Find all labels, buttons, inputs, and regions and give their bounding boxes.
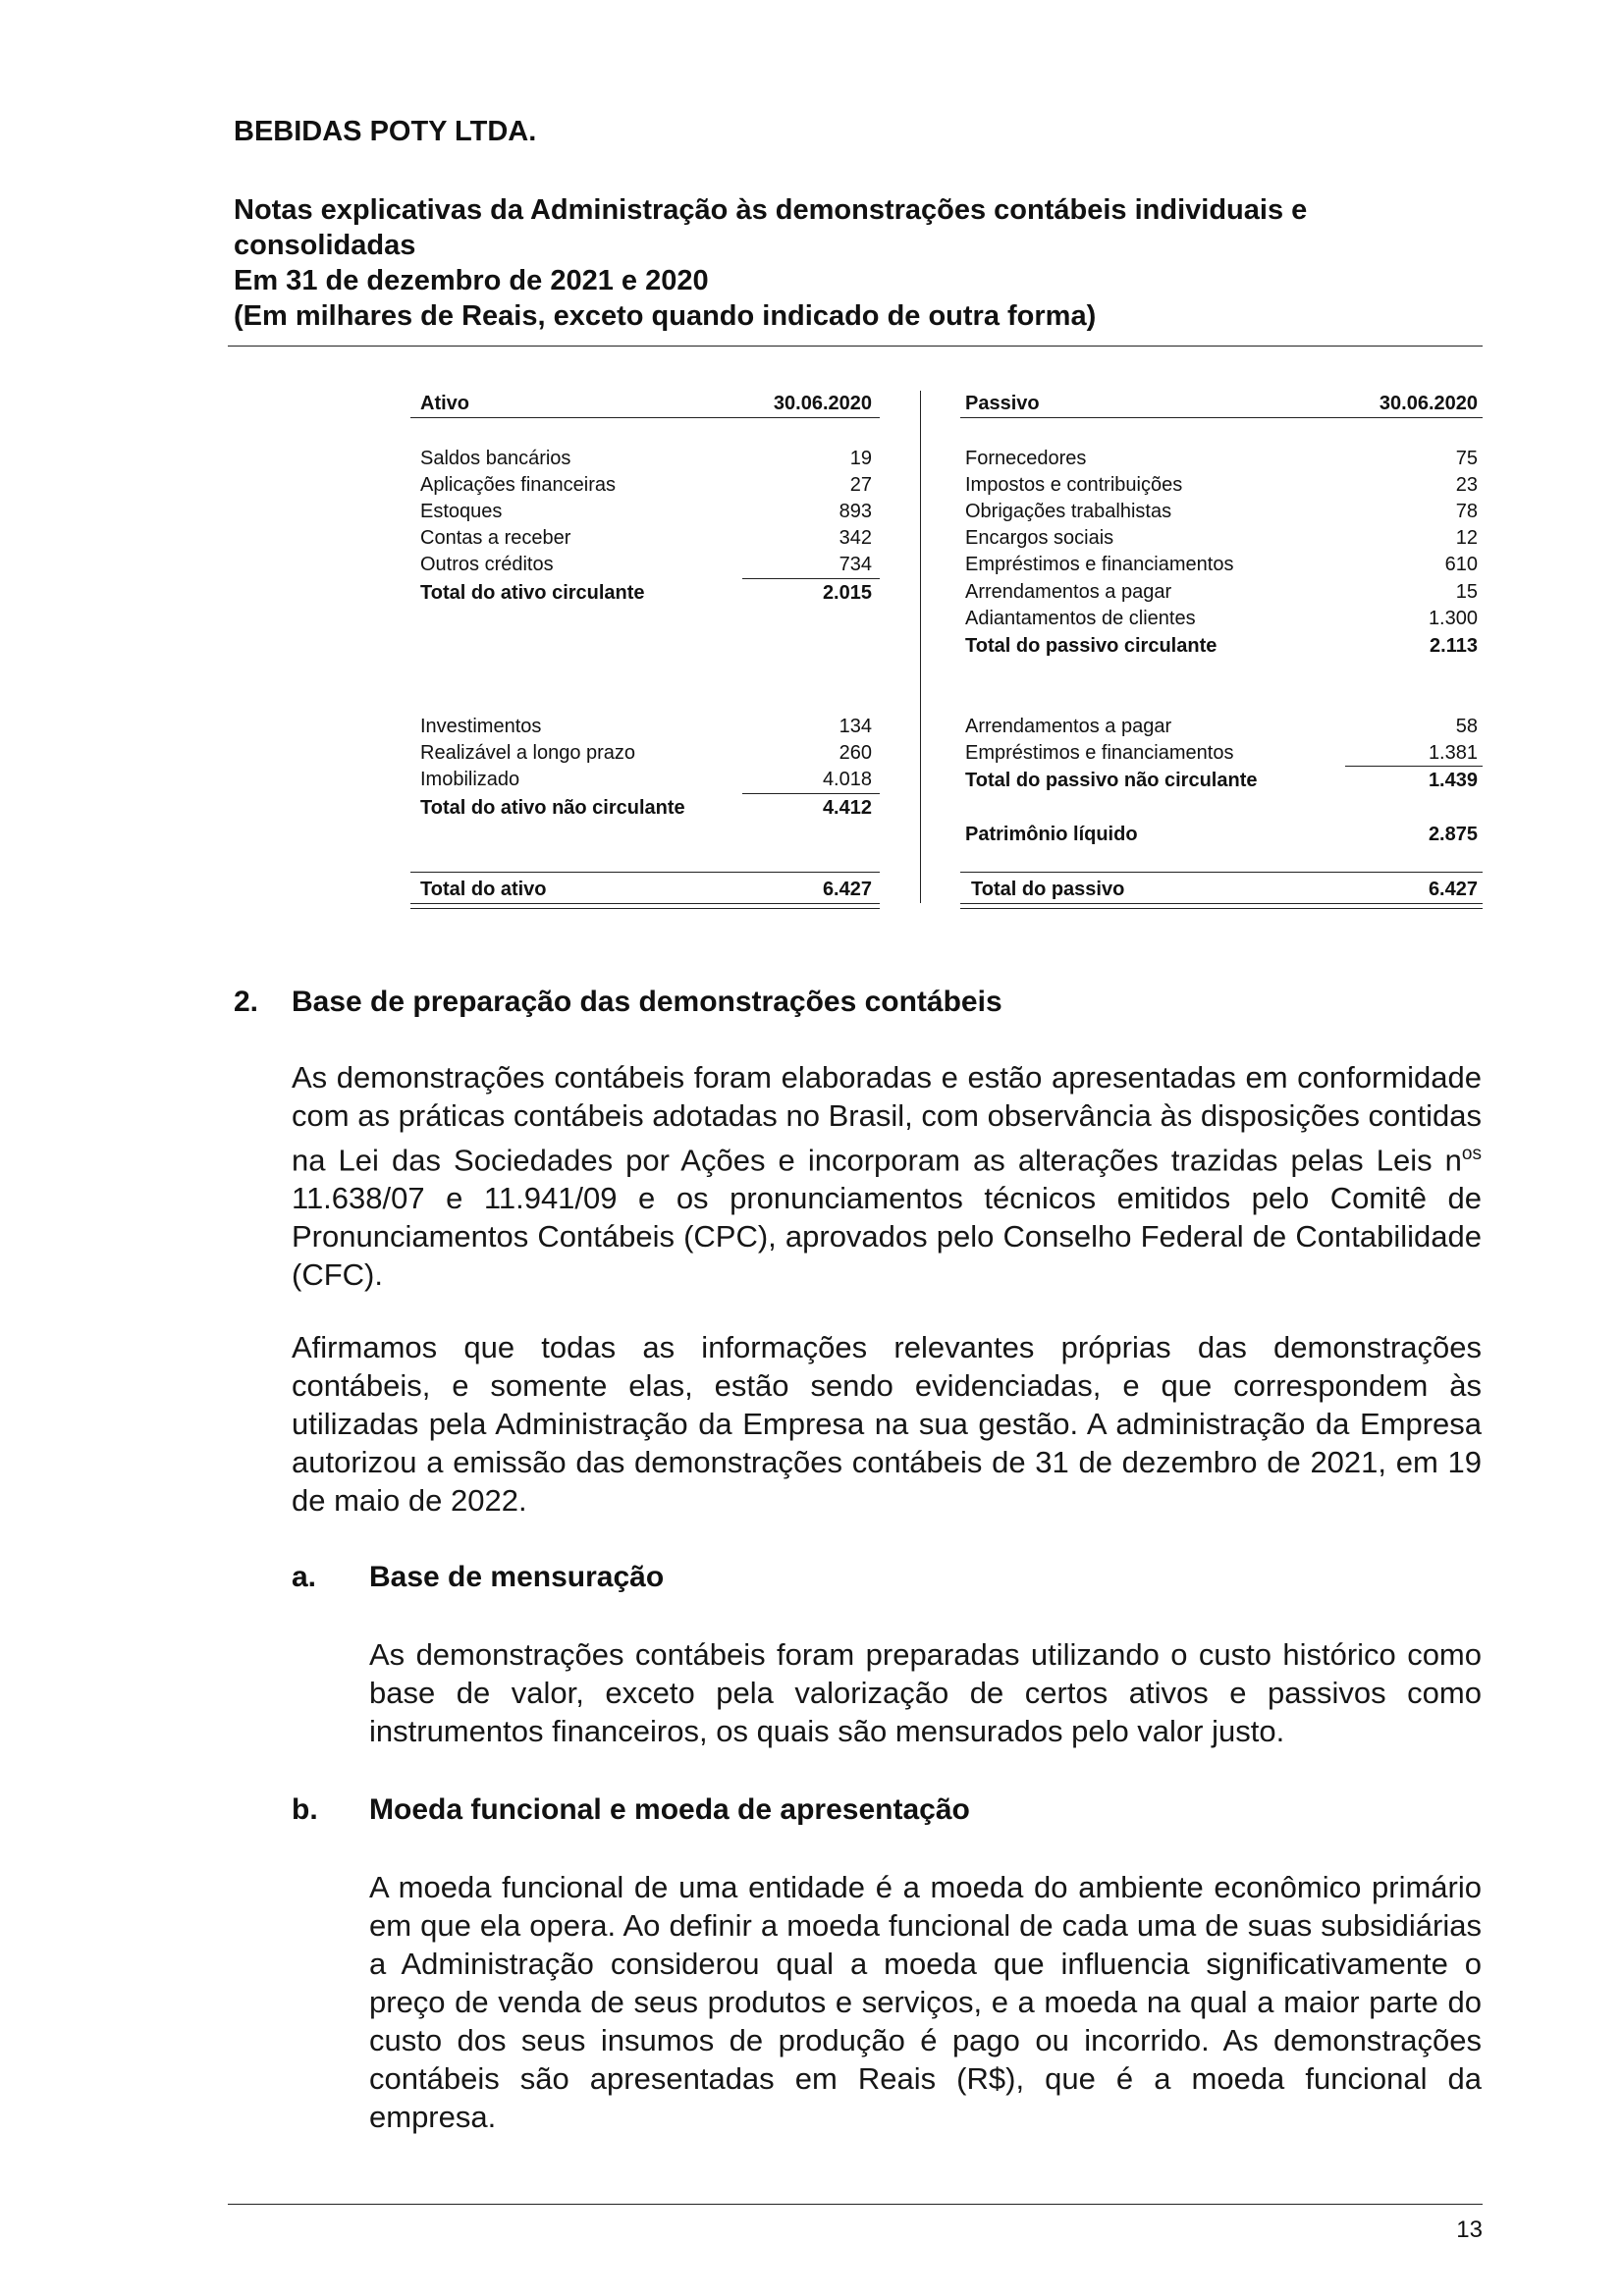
double-rule <box>960 903 1483 904</box>
table-row <box>420 472 872 498</box>
double-rule <box>410 903 880 904</box>
paragraph: A moeda funcional de uma entidade é a moeda do ambiente econômico primário em que ela opera. Ao definir a moeda funcional de cada uma de suas subsidiárias a Administração considerou qual a moeda que influencia significativamente o preço de venda de seus produtos e serviços, e a moeda na qual a maior parte do custo dos seus insumos de produção é pago ou incorrido. As demonstrações contábeis são apresentadas em Reais (R$), que é a moeda funcional da empresa. <box>369 1870 1482 2134</box>
total-row <box>965 768 1478 793</box>
row-label: Investimentos <box>420 716 542 737</box>
row-value: 78 <box>1455 501 1478 522</box>
row-value: 19 <box>849 448 872 469</box>
paragraph: As demonstrações contábeis foram preparadas utilizando o custo histórico como base de valor, exceto pela valorização de certos ativos e passivos como instrumentos financeiros, os quais são mensurados pelo valor justo. <box>369 1637 1482 1748</box>
row-value: 2.113 <box>1430 635 1478 657</box>
row-value: 1.439 <box>1428 770 1478 791</box>
row-label: Encargos sociais <box>965 527 1114 549</box>
row-label: Estoques <box>420 501 503 522</box>
row-value: 4.412 <box>822 797 872 819</box>
total-rule-top <box>410 872 880 873</box>
row-value: 2.015 <box>822 582 872 604</box>
row-label: Imobilizado <box>420 769 520 790</box>
passivo-header-date: 30.06.2020 <box>1379 393 1478 414</box>
paragraph-text: As demonstrações contábeis foram elaboradas e estão apresentadas em conformidade com as práticas contábeis adotadas no Brasil, com observância às disposições contidas na Lei das Sociedades por Ações e incorporam as alterações trazidas pelas Leis n <box>292 1060 1482 1178</box>
subtotal-rule <box>742 793 880 794</box>
table-row <box>965 714 1478 739</box>
row-value: 1.381 <box>1428 742 1478 764</box>
heading-line: (Em milhares de Reais, exceto quando indicado de outra forma) <box>234 300 1097 332</box>
row-value: 12 <box>1455 527 1478 549</box>
total-rule-top <box>960 872 1483 873</box>
section-title: Base de preparação das demonstrações contábeis <box>292 986 1002 1018</box>
table-row <box>420 714 872 739</box>
row-label: Total do ativo circulante <box>420 582 645 604</box>
row-label: Impostos e contribuições <box>965 474 1183 496</box>
row-label: Patrimônio líquido <box>965 824 1138 845</box>
row-label: Contas a receber <box>420 527 571 549</box>
table-row <box>965 579 1478 605</box>
row-label: Total do passivo não circulante <box>965 770 1258 791</box>
table-row <box>420 552 872 577</box>
section-number: 2. <box>234 986 259 1018</box>
row-value: 1.300 <box>1428 608 1478 629</box>
table-row <box>420 525 872 551</box>
row-label: Fornecedores <box>965 448 1087 469</box>
table-row <box>965 472 1478 498</box>
grand-total-row <box>971 877 1478 902</box>
row-value: 893 <box>839 501 872 522</box>
row-value: 6.427 <box>822 879 872 900</box>
double-rule <box>410 908 880 909</box>
company-name: BEBIDAS POTY LTDA. <box>234 116 537 147</box>
row-label: Total do passivo circulante <box>965 635 1217 657</box>
table-row <box>965 525 1478 551</box>
row-value: 610 <box>1444 554 1478 575</box>
row-label: Total do ativo <box>420 879 547 900</box>
row-label: Total do ativo não circulante <box>420 797 685 819</box>
row-value: 27 <box>849 474 872 496</box>
row-value: 6.427 <box>1428 879 1478 900</box>
column-divider <box>920 391 921 903</box>
row-value: 734 <box>839 554 872 575</box>
row-label: Outros créditos <box>420 554 554 575</box>
row-label: Saldos bancários <box>420 448 571 469</box>
superscript: os <box>1461 1144 1482 1164</box>
heading-line: consolidadas <box>234 230 416 261</box>
subsection-letter: b. <box>292 1793 318 1826</box>
row-label: Arrendamentos a pagar <box>965 581 1172 603</box>
heading-line: Em 31 de dezembro de 2021 e 2020 <box>234 265 709 296</box>
row-label: Obrigações trabalhistas <box>965 501 1172 522</box>
row-label: Empréstimos e financiamentos <box>965 554 1234 575</box>
paragraph <box>292 1058 1482 1294</box>
page-number: 13 <box>1456 2216 1483 2243</box>
table-row <box>420 767 872 792</box>
row-value: 15 <box>1455 581 1478 603</box>
subtotal-rule <box>1345 766 1483 767</box>
row-label: Arrendamentos a pagar <box>965 716 1172 737</box>
table-row <box>965 740 1478 766</box>
subsection-title: Base de mensuração <box>369 1561 665 1593</box>
row-value: 75 <box>1455 448 1478 469</box>
row-value: 342 <box>839 527 872 549</box>
passivo-header-row <box>965 391 1478 416</box>
double-rule <box>960 908 1483 909</box>
row-value: 134 <box>839 716 872 737</box>
ativo-header-date: 30.06.2020 <box>773 393 872 414</box>
row-value: 2.875 <box>1428 824 1478 845</box>
ativo-header-row <box>420 391 872 416</box>
heading-line: Notas explicativas da Administração às demonstrações contábeis individuais e <box>234 194 1308 226</box>
total-row <box>965 633 1478 659</box>
table-row <box>420 499 872 524</box>
row-value: 58 <box>1455 716 1478 737</box>
subsection-title: Moeda funcional e moeda de apresentação <box>369 1793 970 1826</box>
table-row <box>965 446 1478 471</box>
row-value: 260 <box>839 742 872 764</box>
passivo-header-label: Passivo <box>965 393 1040 414</box>
equity-row <box>965 822 1478 847</box>
row-label: Total do passivo <box>971 879 1125 900</box>
table-row <box>965 606 1478 631</box>
passivo-header-rule <box>960 417 1483 418</box>
footer-divider <box>228 2204 1483 2205</box>
row-value: 23 <box>1455 474 1478 496</box>
row-label: Adiantamentos de clientes <box>965 608 1196 629</box>
table-row <box>965 552 1478 577</box>
balance-sheet <box>0 0 1623 982</box>
paragraph: Afirmamos que todas as informações relevantes próprias das demonstrações contábeis, e somente elas, estão sendo evidenciadas, e que correspondem às utilizadas pela Administração da Empresa na sua gestão. A administração da Empresa autorizou a emissão das demonstrações contábeis de 31 de dezembro de 2021, em 19 de maio de 2022. <box>292 1330 1482 1518</box>
ativo-header-rule <box>410 417 880 418</box>
row-label: Realizável a longo prazo <box>420 742 636 764</box>
grand-total-row <box>420 877 872 902</box>
table-row <box>420 446 872 471</box>
paragraph-text: 11.638/07 e 11.941/09 e os pronunciamentos técnicos emitidos pelo Comitê de Pronunciamentos Contábeis (CPC), aprovados pelo Conselho Federal de Contabilidade (CFC). <box>292 1181 1482 1293</box>
table-row <box>965 499 1478 524</box>
row-value: 4.018 <box>822 769 872 790</box>
row-label: Empréstimos e financiamentos <box>965 742 1234 764</box>
total-row <box>420 795 872 821</box>
subtotal-rule <box>742 578 880 579</box>
table-row <box>420 740 872 766</box>
total-row <box>420 580 872 606</box>
subsection-letter: a. <box>292 1561 317 1593</box>
ativo-header-label: Ativo <box>420 393 469 414</box>
row-label: Aplicações financeiras <box>420 474 616 496</box>
